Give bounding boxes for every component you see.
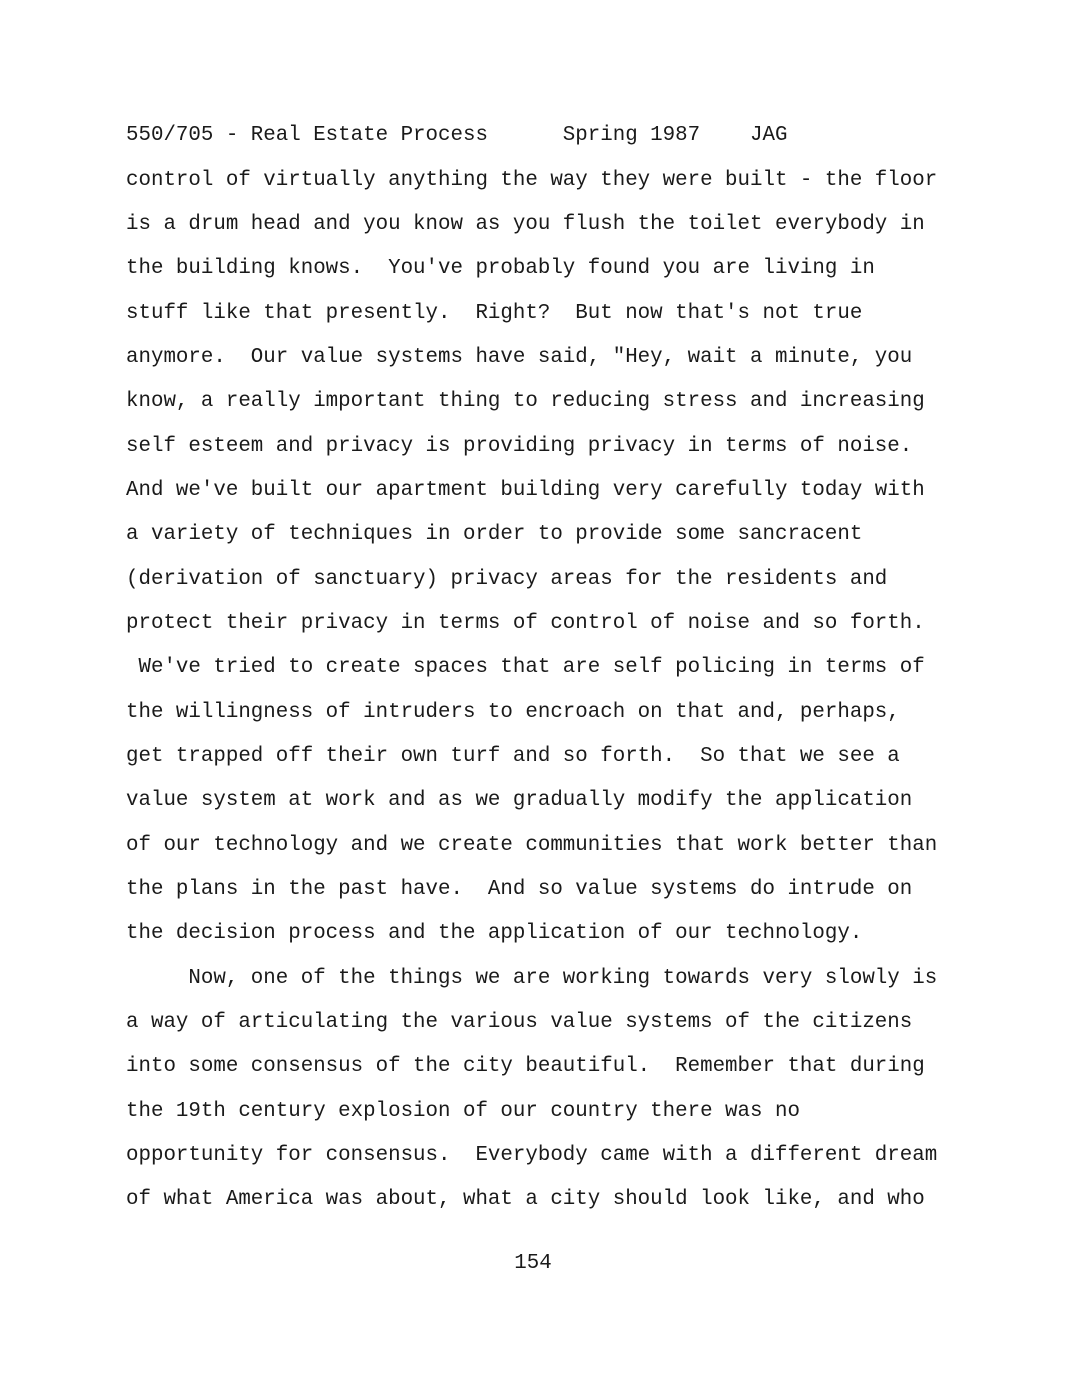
- text-line: control of virtually anything the way they were built - the floor: [126, 168, 938, 192]
- text-line: value system at work and as we gradually modify the application: [126, 789, 913, 813]
- text-line: self esteem and privacy is providing privacy in terms of noise.: [126, 434, 913, 458]
- text-line: get trapped off their own turf and so forth. So that we see a: [126, 744, 900, 768]
- text-line: a way of articulating the various value systems of the citizens: [126, 1011, 913, 1035]
- text-line: We've tried to create spaces that are self policing in terms of: [126, 656, 925, 680]
- text-line: opportunity for consensus. Everybody came with a different dream: [126, 1144, 938, 1168]
- text-line: into some consensus of the city beautiful. Remember that during: [126, 1055, 925, 1079]
- text-line: the building knows. You've probably found you are living in: [126, 257, 875, 281]
- text-line: Now, one of the things we are working towards very slowly is: [126, 966, 938, 990]
- text-line: the willingness of intruders to encroach on that and, perhaps,: [126, 700, 900, 724]
- text-line: protect their privacy in terms of control of noise and so forth.: [126, 611, 925, 635]
- text-line: know, a really important thing to reducing stress and increasing: [126, 390, 925, 414]
- text-line: of our technology and we create communities that work better than: [126, 833, 938, 857]
- text-line: of what America was about, what a city should look like, and who: [126, 1188, 925, 1212]
- text-line: the plans in the past have. And so value systems do intrude on: [126, 878, 913, 901]
- text-line: And we've built our apartment building very carefully today with: [126, 478, 925, 502]
- text-line: stuff like that presently. Right? But now that's not true: [126, 301, 863, 325]
- text-line: anymore. Our value systems have said, "Hey, wait a minute, you: [126, 345, 913, 369]
- body-text: [126, 167, 937, 1231]
- page-header: 550/705 - Real Estate Process Spring 1987 JAG: [126, 124, 788, 147]
- page-number: 154: [514, 1252, 552, 1275]
- text-line: the decision process and the application of our technology.: [126, 922, 863, 946]
- text-line: the 19th century explosion of our country there was no: [126, 1099, 800, 1123]
- text-line: a variety of techniques in order to provide some sancracent: [126, 523, 863, 547]
- text-line: is a drum head and you know as you flush the toilet everybody in: [126, 212, 925, 236]
- text-line: (derivation of sanctuary) privacy areas for the residents and: [126, 567, 888, 591]
